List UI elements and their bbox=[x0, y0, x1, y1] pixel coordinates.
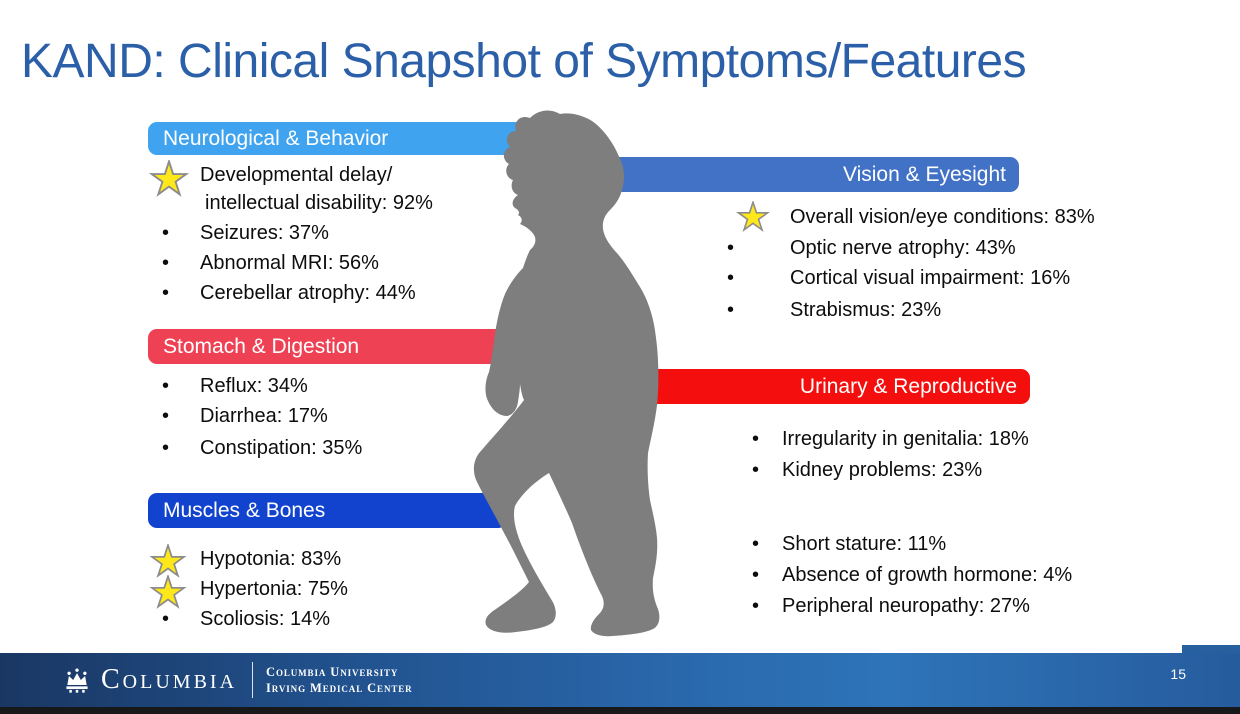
list-item: Diarrhea: 17% bbox=[200, 405, 328, 427]
list-item: Hypotonia: 83% bbox=[200, 548, 342, 570]
banner-vision-label: Vision & Eyesight bbox=[842, 162, 1006, 186]
banner-urinary-label: Urinary & Reproductive bbox=[799, 374, 1017, 398]
bullet-icon: • bbox=[162, 405, 170, 427]
page-number: 15 bbox=[1170, 666, 1186, 682]
list-item: intellectual disability: 92% bbox=[205, 192, 433, 214]
columbia-logo bbox=[62, 653, 413, 707]
bullet-icon: • bbox=[162, 608, 170, 630]
list-item: Cerebellar atrophy: 44% bbox=[200, 282, 416, 304]
bullet-icon: • bbox=[162, 222, 170, 244]
bullet-icon: • bbox=[727, 237, 735, 259]
list-item: Absence of growth hormone: 4% bbox=[782, 564, 1073, 586]
bullet-icon: • bbox=[727, 299, 735, 321]
list-item: Overall vision/eye conditions: 83% bbox=[790, 206, 1095, 228]
bullet-icon: • bbox=[727, 267, 735, 289]
banner-stomach-label: Stomach & Digestion bbox=[163, 334, 360, 358]
list-item: Short stature: 11% bbox=[782, 533, 947, 555]
list-item: Constipation: 35% bbox=[200, 437, 363, 459]
list-item: Peripheral neuropathy: 27% bbox=[782, 595, 1030, 617]
star-icon bbox=[148, 575, 188, 610]
list-item: Strabismus: 23% bbox=[790, 299, 942, 321]
logo-divider bbox=[252, 662, 253, 698]
list-item: Seizures: 37% bbox=[200, 222, 329, 244]
columbia-wordmark: Columbia bbox=[101, 664, 238, 695]
list-item: Reflux: 34% bbox=[200, 375, 308, 397]
bullet-icon: • bbox=[752, 595, 760, 617]
org-name bbox=[266, 664, 413, 697]
bullet-icon: • bbox=[162, 375, 170, 397]
banner-muscles bbox=[148, 493, 507, 528]
banner-muscles-label: Muscles & Bones bbox=[163, 498, 326, 522]
slide-title: KAND: Clinical Snapshot of Symptoms/Features bbox=[21, 35, 1027, 88]
list-item: Optic nerve atrophy: 43% bbox=[790, 237, 1016, 259]
footer-bottom-strip bbox=[0, 707, 1240, 714]
star-icon bbox=[148, 544, 188, 579]
banner-neurological-label: Neurological & Behavior bbox=[163, 126, 389, 150]
list-item: Cortical visual impairment: 16% bbox=[790, 267, 1071, 289]
list-item: Irregularity in genitalia: 18% bbox=[782, 428, 1029, 450]
bullet-icon: • bbox=[752, 533, 760, 555]
bullet-icon: • bbox=[752, 428, 760, 450]
star-icon bbox=[148, 160, 190, 198]
list-item: Kidney problems: 23% bbox=[782, 459, 983, 481]
bullet-icon: • bbox=[752, 459, 760, 481]
org-line-1: Columbia University bbox=[266, 664, 399, 679]
list-item: Scoliosis: 14% bbox=[200, 608, 331, 630]
columbia-crown-icon bbox=[62, 667, 92, 694]
child-silhouette-image bbox=[460, 100, 690, 660]
list-item: Developmental delay/ bbox=[200, 164, 393, 186]
bullet-icon: • bbox=[752, 564, 760, 586]
star-icon bbox=[736, 201, 770, 233]
bullet-icon: • bbox=[162, 282, 170, 304]
list-item: Abnormal MRI: 56% bbox=[200, 252, 379, 274]
list-item: Hypertonia: 75% bbox=[200, 578, 348, 600]
bullet-icon: • bbox=[162, 252, 170, 274]
org-line-2: Irving Medical Center bbox=[266, 681, 413, 695]
bullet-icon: • bbox=[162, 437, 170, 459]
